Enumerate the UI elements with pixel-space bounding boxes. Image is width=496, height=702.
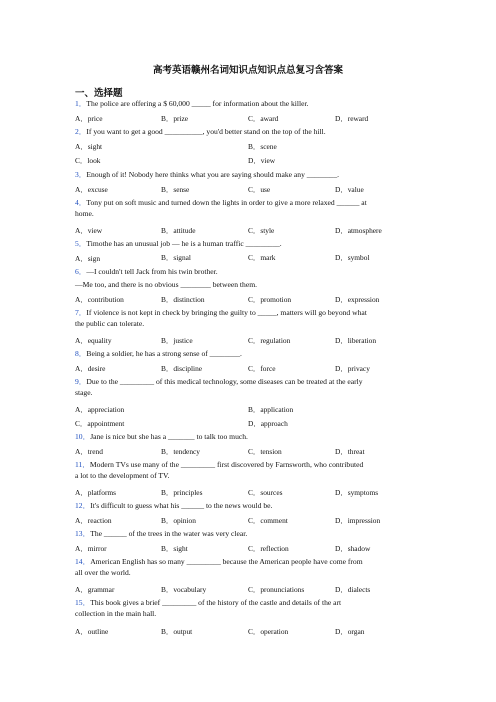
question-2 xyxy=(75,127,326,137)
option-a[interactable]: A．sign xyxy=(75,254,101,263)
option-d[interactable]: D．dialects xyxy=(335,585,371,594)
question-text: Enough of it! Nobody here thinks what you are saying should make any ________. xyxy=(86,170,340,179)
question-1 xyxy=(75,99,309,109)
question-text: The ______ of the trees in the water was very clear. xyxy=(90,529,248,538)
option-d[interactable]: D．impression xyxy=(335,516,381,525)
option-d[interactable]: D．reward xyxy=(335,114,369,123)
question-number: 13． xyxy=(75,529,91,538)
question-text: Being a soldier, he has a strong sense of ________. xyxy=(86,349,242,358)
option-a[interactable]: A．contribution xyxy=(75,295,124,304)
option-a[interactable]: A．mirror xyxy=(75,544,107,553)
option-a[interactable]: A．platforms xyxy=(75,488,117,497)
question-12 xyxy=(75,501,272,511)
question-6 xyxy=(75,267,218,277)
option-c[interactable]: C．award xyxy=(248,114,279,123)
question-6-reply: —Me too, and there is no obvious ________ between them. xyxy=(75,280,258,289)
question-number: 8． xyxy=(75,349,87,358)
question-15 xyxy=(75,597,367,619)
question-text: The police are offering a $ 60,000 _____ for information about the killer. xyxy=(86,99,309,108)
question-text: —I couldn't tell Jack from his twin brother. xyxy=(86,267,218,276)
option-b[interactable]: B．scene xyxy=(248,142,277,151)
option-c[interactable]: C．reflection xyxy=(248,544,289,553)
option-c[interactable]: C．mark xyxy=(248,253,276,262)
question-text: If violence is not kept in check by bringing the guilty to _____, matters will go beyond what the public can tolerate. xyxy=(75,308,367,328)
question-number: 12． xyxy=(75,501,91,510)
option-b[interactable]: B．signal xyxy=(161,253,191,262)
option-b[interactable]: B．sight xyxy=(161,544,188,553)
question-text: Due to the _________ of this medical technology, some diseases can be treated at the early stage. xyxy=(75,377,363,397)
option-d[interactable]: D．shadow xyxy=(335,544,371,553)
option-c[interactable]: C．force xyxy=(248,364,276,373)
question-number: 2． xyxy=(75,127,87,136)
question-text: This book gives a brief _________ of the history of the castle and details of the art collection in the main hall. xyxy=(75,598,342,618)
option-a[interactable]: A．desire xyxy=(75,364,106,373)
option-d[interactable]: D．threat xyxy=(335,447,365,456)
question-8 xyxy=(75,349,242,359)
option-b[interactable]: B．prize xyxy=(161,114,189,123)
option-d[interactable]: D．symptoms xyxy=(335,488,379,497)
question-text: American English has so many _________ because the American people have come from all over the world. xyxy=(75,557,363,577)
question-13 xyxy=(75,529,247,539)
option-b[interactable]: B．distinction xyxy=(161,295,205,304)
question-text: Jane is nice but she has a _______ to talk too much. xyxy=(90,432,248,441)
option-d[interactable]: D．symbol xyxy=(335,253,370,262)
option-d[interactable]: D．approach xyxy=(248,419,288,428)
question-14 xyxy=(75,556,367,578)
question-number: 14． xyxy=(75,557,91,566)
document-title: 高考英语赣州名词知识点知识点总复习含答案 xyxy=(152,66,343,76)
option-c[interactable]: C．sources xyxy=(248,488,283,497)
option-d[interactable]: D．value xyxy=(335,185,364,194)
question-number: 1． xyxy=(75,99,87,108)
option-a[interactable]: A．trend xyxy=(75,447,103,456)
option-d[interactable]: D．expression xyxy=(335,295,380,304)
option-b[interactable]: B．sense xyxy=(161,185,190,194)
question-text: Timothe has an unusual job — he is a human traffic _________. xyxy=(86,239,282,248)
question-number: 7． xyxy=(75,308,87,317)
question-number: 9． xyxy=(75,377,87,386)
question-11 xyxy=(75,459,367,481)
question-5 xyxy=(75,239,282,249)
question-text: Tony put on soft music and turned down the lights in order to give a more relaxed ______ at home. xyxy=(75,198,367,218)
question-10 xyxy=(75,432,248,442)
option-b[interactable]: B．tendency xyxy=(161,447,200,456)
option-c[interactable]: C．comment xyxy=(248,516,288,525)
option-a[interactable]: A．grammar xyxy=(75,585,115,594)
question-3 xyxy=(75,170,339,180)
option-c[interactable]: C．appointment xyxy=(75,419,125,428)
question-number: 4． xyxy=(75,198,87,207)
option-d[interactable]: D．atmosphere xyxy=(335,226,382,235)
question-number: 10． xyxy=(75,432,91,441)
question-4 xyxy=(75,197,367,219)
option-b[interactable]: B．discipline xyxy=(161,364,203,373)
question-number: 11． xyxy=(75,460,90,469)
option-d[interactable]: D．liberation xyxy=(335,336,377,345)
question-number: 15． xyxy=(75,598,91,607)
option-c[interactable]: C．pronunciations xyxy=(248,585,305,594)
question-text: If you want to get a good __________, you'd better stand on the top of the hill. xyxy=(86,127,326,136)
question-number: 3． xyxy=(75,170,87,179)
option-b[interactable]: B．vocabulary xyxy=(161,585,207,594)
option-c[interactable]: C．operation xyxy=(248,627,289,636)
question-text: Modern TVs use many of the _________ first discovered by Farnsworth, who contributed a lot to the development of TV. xyxy=(75,460,364,480)
option-a[interactable]: A．sight xyxy=(75,142,103,151)
option-b[interactable]: B．justice xyxy=(161,336,193,345)
option-c[interactable]: C．tension xyxy=(248,447,282,456)
option-b[interactable]: B．principles xyxy=(161,488,203,497)
option-b[interactable]: B．attitude xyxy=(161,226,196,235)
option-c[interactable]: C．style xyxy=(248,226,275,235)
option-b[interactable]: B．output xyxy=(161,627,193,636)
option-c[interactable]: C．use xyxy=(248,185,271,194)
option-a[interactable]: A．appreciation xyxy=(75,405,125,414)
option-b[interactable]: B．application xyxy=(248,405,294,414)
question-number: 5． xyxy=(75,239,87,248)
option-a[interactable]: A．equality xyxy=(75,336,112,345)
option-a[interactable]: A．view xyxy=(75,226,103,235)
option-b[interactable]: B．opinion xyxy=(161,516,196,525)
question-text: It's difficult to guess what his ______ to the news would be. xyxy=(90,501,273,510)
question-9 xyxy=(75,376,367,398)
option-d[interactable]: D．organ xyxy=(335,627,365,636)
option-a[interactable]: A．reaction xyxy=(75,516,112,525)
option-a[interactable]: A．price xyxy=(75,114,103,123)
option-a[interactable]: A．outline xyxy=(75,627,109,636)
option-c[interactable]: C．look xyxy=(75,156,101,165)
option-a[interactable]: A．excuse xyxy=(75,185,108,194)
option-c[interactable]: C．promotion xyxy=(248,295,292,304)
question-number: 6． xyxy=(75,267,87,276)
option-d[interactable]: D．privacy xyxy=(335,364,370,373)
option-d[interactable]: D．view xyxy=(248,156,276,165)
option-c[interactable]: C．regulation xyxy=(248,336,291,345)
section-heading: 一、选择题 xyxy=(75,89,123,99)
question-7 xyxy=(75,307,367,329)
